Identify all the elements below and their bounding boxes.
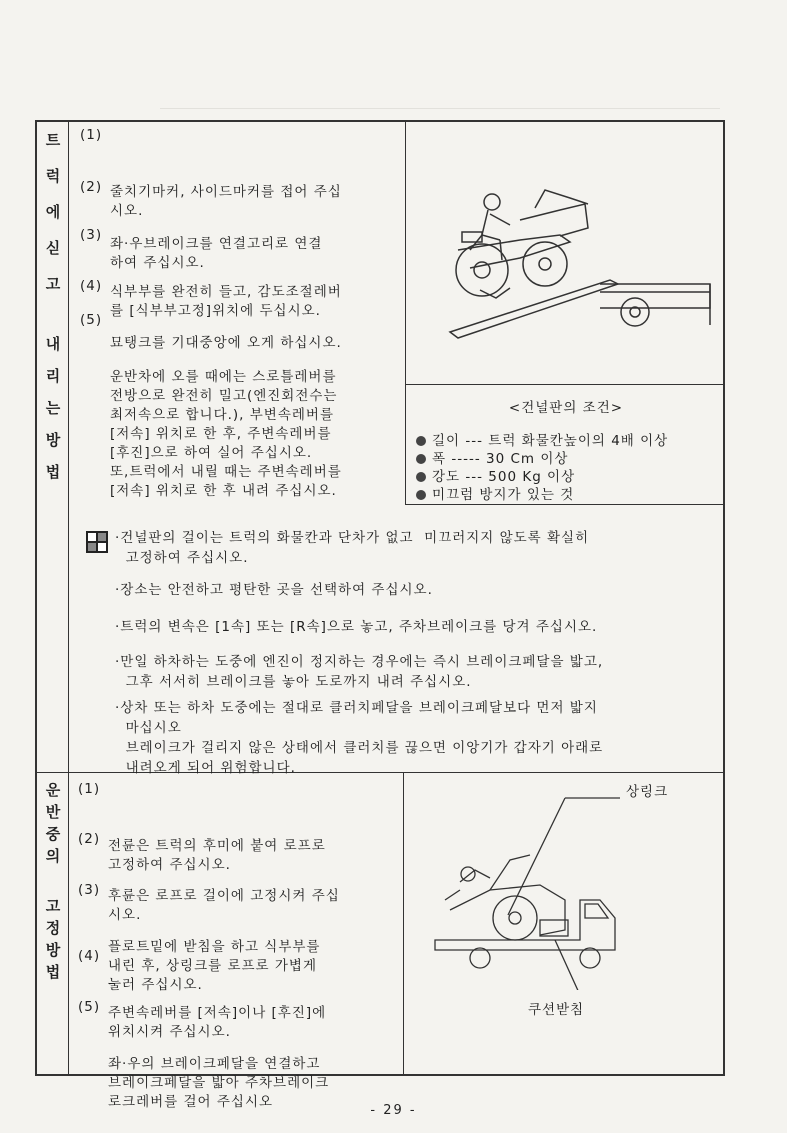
caution-icon <box>86 531 108 553</box>
bullet-icon <box>416 436 426 446</box>
item-text: 줄치기마커, 사이드마커를 접어 주십 시오. <box>110 184 342 219</box>
conditions-bottom-rule <box>405 504 725 505</box>
side-char: 방 <box>45 941 61 959</box>
item-number: (5) <box>80 312 103 328</box>
side-char: 방 <box>45 431 61 449</box>
condition-text: 길이 --- 트럭 화물칸높이의 4배 이상 <box>432 433 669 449</box>
cushion-support-callout: 쿠션받침 <box>528 1002 585 1018</box>
section1-item-5 <box>80 311 400 520</box>
item-number: (1) <box>80 127 103 143</box>
item-number: (4) <box>78 948 101 964</box>
bullet-icon <box>416 454 426 464</box>
safety-note: ·트럭의 변속은 [1속] 또는 [R속]으로 놓고, 주차브레이크를 당겨 주십시오. <box>115 619 598 635</box>
bullet-icon <box>416 472 426 482</box>
side-char: 트 <box>45 131 61 149</box>
item-text: 좌·우의 브레이크페달을 연결하고 브레이크페달을 밟아 주차브레이크 로크레버를 걸어 주십시오 <box>108 1056 330 1110</box>
illustration-divider-bottom <box>403 772 404 1076</box>
item-text: 전륜은 트럭의 후미에 붙여 로프로 고정하여 주십시오. <box>108 838 326 873</box>
side-char: 럭 <box>45 167 61 185</box>
item-text: 주변속레버를 [저속]이나 [후진]에 위치시켜 주십시오. <box>108 1005 327 1040</box>
bullet-icon <box>416 490 426 500</box>
item-number: (2) <box>80 179 103 195</box>
faint-rule <box>160 108 720 109</box>
side-char: 반 <box>45 803 61 821</box>
condition-item <box>416 483 574 503</box>
item-text: 식부부를 완전히 들고, 감도조절레버 를 [식부부고정]위치에 두십시오. <box>110 284 342 319</box>
section2-side-title <box>38 779 68 983</box>
item-number: (4) <box>80 278 103 294</box>
condition-text: 강도 --- 500 Kg 이상 <box>432 469 576 485</box>
item-number: (3) <box>78 882 101 898</box>
side-char: 법 <box>45 463 61 481</box>
item-number: (5) <box>78 999 101 1015</box>
transplanter-on-ramp-illustration <box>410 180 722 380</box>
condition-text: 미끄럼 방지가 있는 것 <box>432 487 575 503</box>
side-char: 의 <box>45 847 61 865</box>
item-number: (2) <box>78 831 101 847</box>
side-char: 중 <box>45 825 61 843</box>
side-char: 운 <box>45 781 61 799</box>
side-char: 는 <box>45 399 61 417</box>
safety-note: ·상차 또는 하차 도중에는 절대로 클러치페달을 브레이크페달보다 먼저 밟지 마십시오 브레이크가 걸리지 않은 상태에서 클러치를 끊으면 이앙기가 갑자기 아래로 내려오게 되어 위험합니다. <box>115 700 604 776</box>
condition-text: 폭 ----- 30 Cm 이상 <box>432 451 569 467</box>
conditions-top-rule <box>405 384 725 385</box>
condition-item <box>416 447 568 467</box>
side-char: 에 <box>45 203 61 221</box>
safety-note: ·장소는 안전하고 평탄한 곳을 선택하여 주십시오. <box>115 582 433 598</box>
item-text: 좌·우브레이크를 연결고리로 연결 하여 주십시오. <box>110 236 323 271</box>
side-char: 고 <box>45 897 61 915</box>
side-char: 법 <box>45 963 61 981</box>
upper-link-callout: 상링크 <box>626 784 669 800</box>
side-char: 리 <box>45 367 61 385</box>
section1-side-title <box>38 128 68 484</box>
item-number: (3) <box>80 227 103 243</box>
safety-note: ·건널판의 걸이는 트럭의 화물칸과 단차가 없고 미끄러지지 않도록 확실히 고정하여 주십시오. <box>115 530 590 566</box>
page-number: - 29 - <box>370 1103 417 1118</box>
item-text: 운반차에 오를 때에는 스로틀레버를 전방으로 완전히 밀고(엔진회전수는 최저속으로 합니다.), 부변속레버를 [저속] 위치로 한 후, 주변속레버를 [후진]으로 하여 실어 주십시오. 또,트럭에서 내릴 때는 주변속레버를 [저속] 위치로 한 후 내려 주십시오. <box>110 369 342 499</box>
item-text: 플로트밑에 받침을 하고 식부부를 내린 후, 상링크를 로프로 가볍게 눌러 주십시오. <box>108 939 321 993</box>
side-char: 내 <box>45 335 61 353</box>
side-column-divider <box>68 120 69 1076</box>
condition-item <box>416 465 575 485</box>
safety-note: ·만일 하차하는 도중에 엔진이 정지하는 경우에는 즉시 브레이크페달을 밟고, 그후 서서히 브레이크를 놓아 도로까지 내려 주십시오. <box>115 654 604 690</box>
condition-item <box>416 429 668 449</box>
item-number: (1) <box>78 781 101 797</box>
illustration-divider-top <box>405 120 406 505</box>
item-text: 후륜은 로프로 걸이에 고정시켜 주십 시오. <box>108 888 340 923</box>
item-text: 묘탱크를 기대중앙에 오게 하십시오. <box>110 335 342 351</box>
conditions-title: <건널판의 조건> <box>508 400 624 416</box>
side-char: 정 <box>45 919 61 937</box>
side-char: 고 <box>45 275 61 293</box>
side-char: 싣 <box>45 239 61 257</box>
transplanter-on-truck-illustration <box>430 790 620 990</box>
